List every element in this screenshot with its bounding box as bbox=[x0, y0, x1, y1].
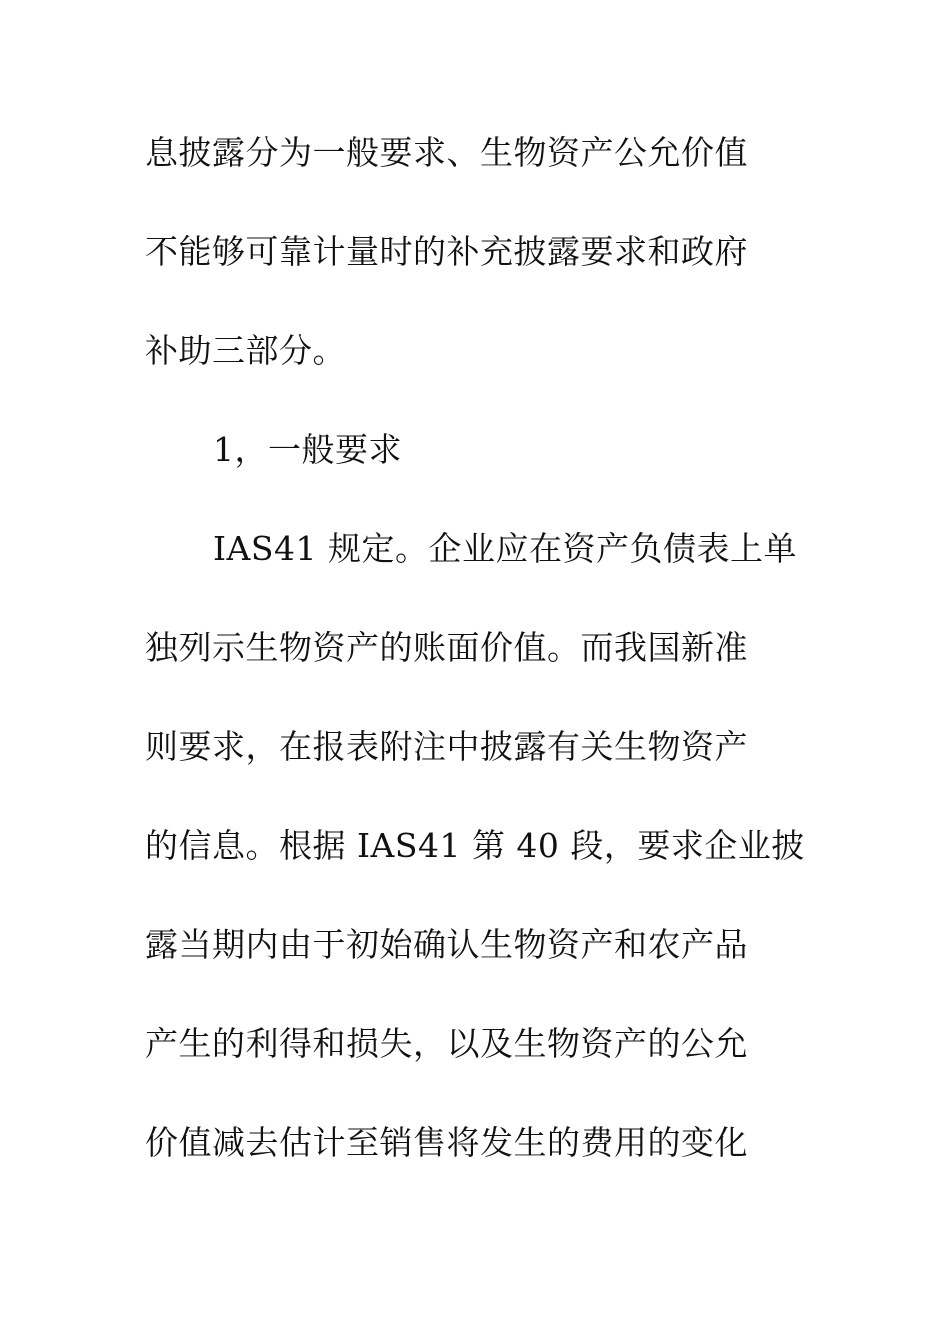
paragraph-line: 不能够可靠计量时的补充披露要求和政府 bbox=[145, 232, 748, 271]
section-heading: 1，一般要求 bbox=[213, 430, 402, 469]
paragraph-line: 补助三部分。 bbox=[145, 331, 346, 370]
paragraph-line: IAS41 规定。企业应在资产负债表上单 bbox=[213, 529, 797, 568]
paragraph-line: 价值减去估计至销售将发生的费用的变化 bbox=[145, 1123, 748, 1162]
paragraph-line: 息披露分为一般要求、生物资产公允价值 bbox=[145, 133, 748, 172]
paragraph-line: 的信息。根据 IAS41 第 40 段，要求企业披 bbox=[145, 826, 805, 865]
paragraph-line: 则要求，在报表附注中披露有关生物资产 bbox=[145, 727, 748, 766]
paragraph-line: 露当期内由于初始确认生物资产和农产品 bbox=[145, 925, 748, 964]
paragraph-line: 独列示生物资产的账面价值。而我国新准 bbox=[145, 628, 748, 667]
paragraph-line: 产生的利得和损失，以及生物资产的公允 bbox=[145, 1024, 748, 1063]
